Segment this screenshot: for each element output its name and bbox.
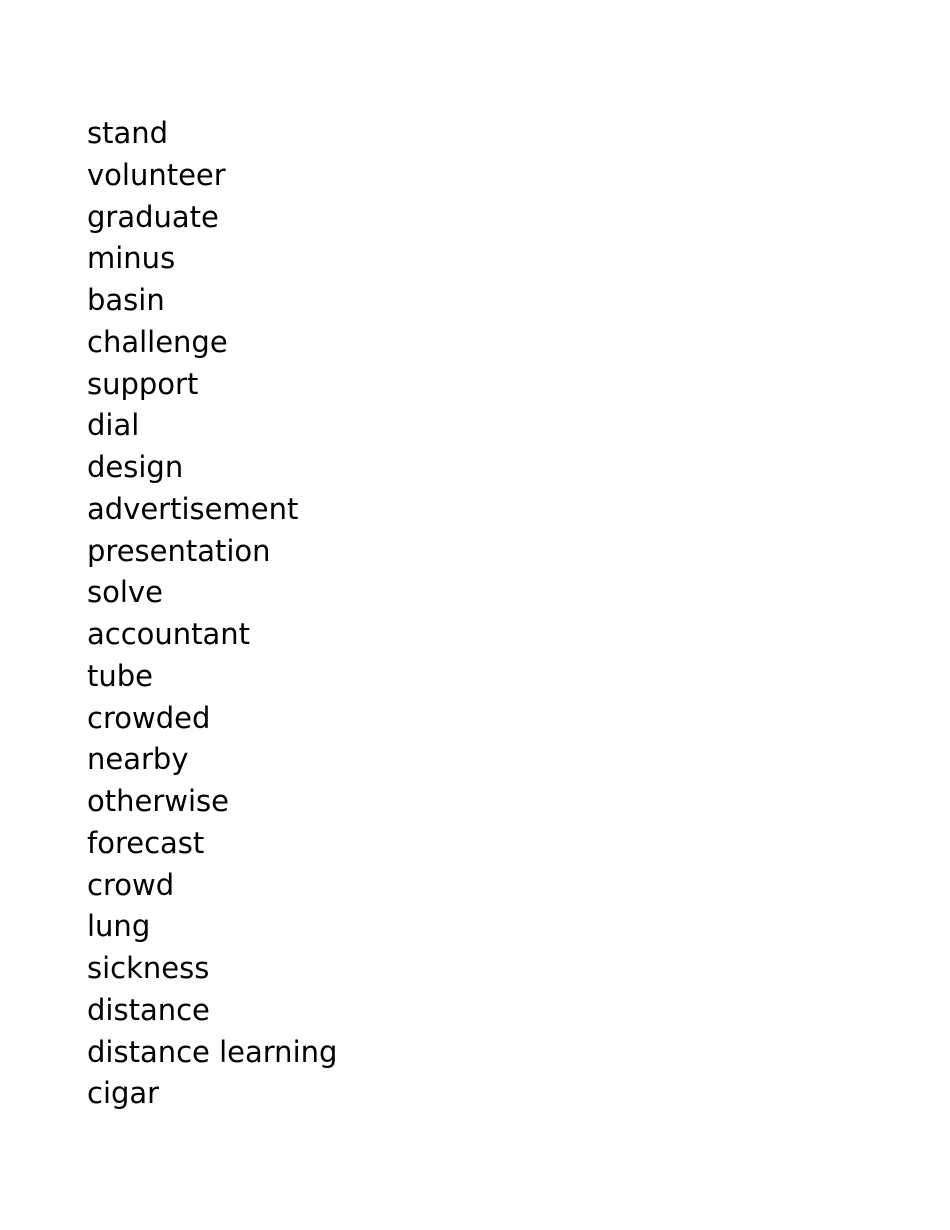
word-item: challenge [87, 324, 228, 359]
word-item: lung [87, 909, 151, 944]
word-item: stand [87, 116, 169, 150]
word-list [87, 113, 337, 1115]
word-item: accountant [87, 617, 251, 651]
word-item: graduate [87, 199, 219, 234]
word-item: dial [87, 408, 140, 443]
word-item: distance [87, 992, 210, 1027]
word-item: otherwise [87, 784, 229, 818]
word-item: tube [87, 658, 154, 693]
word-item: sickness [87, 951, 210, 985]
word-item: basin [87, 283, 165, 317]
word-item: minus [87, 241, 176, 276]
word-item: solve [87, 575, 163, 610]
word-item: support [87, 366, 199, 401]
word-item: design [87, 450, 184, 484]
word-item: presentation [87, 533, 271, 568]
word-item: advertisement [87, 491, 299, 526]
word-item: nearby [87, 742, 189, 777]
word-item: cigar [87, 1076, 160, 1111]
word-item: distance learning [87, 1034, 338, 1069]
word-item: crowded [87, 700, 211, 735]
word-item: crowd [87, 867, 175, 902]
word-item: forecast [87, 825, 205, 860]
word-item: volunteer [87, 157, 226, 192]
